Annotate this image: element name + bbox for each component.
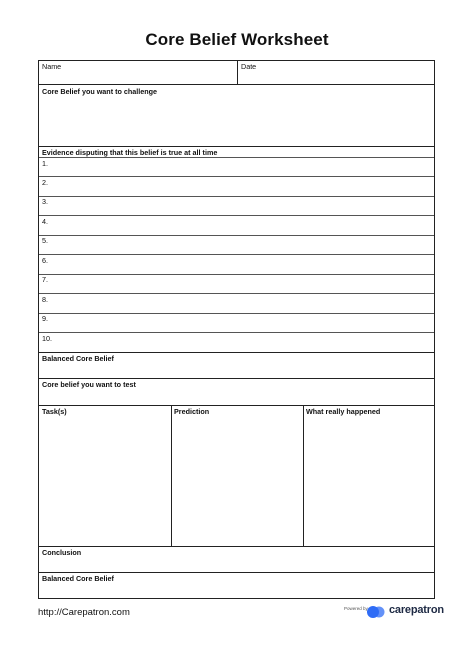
column-divider <box>171 405 172 546</box>
evidence-item: 7. <box>42 275 48 284</box>
divider <box>39 352 434 353</box>
evidence-item: 4. <box>42 217 48 226</box>
divider <box>39 378 434 379</box>
divider <box>39 157 434 158</box>
conclusion-label: Conclusion <box>42 548 82 557</box>
divider <box>39 332 434 333</box>
divider <box>39 405 434 406</box>
evidence-label: Evidence disputing that this belief is true at all time <box>42 148 218 157</box>
date-label: Date <box>241 62 257 71</box>
divider <box>39 572 434 573</box>
divider <box>39 235 434 236</box>
divider <box>39 176 434 177</box>
what-happened-label: What really happened <box>306 407 381 416</box>
divider <box>39 146 434 147</box>
divider <box>39 313 434 314</box>
divider <box>39 215 434 216</box>
prediction-label: Prediction <box>174 407 210 416</box>
evidence-item: 1. <box>42 159 48 168</box>
divider <box>39 84 434 85</box>
evidence-item: 6. <box>42 256 48 265</box>
evidence-item: 3. <box>42 197 48 206</box>
divider <box>39 254 434 255</box>
evidence-item: 10. <box>42 334 52 343</box>
balanced-belief-label: Balanced Core Belief <box>42 354 114 363</box>
test-belief-label: Core belief you want to test <box>42 380 136 389</box>
carepatron-logo-icon <box>367 605 385 619</box>
carepatron-brand <box>341 601 444 627</box>
carepatron-wordmark: carepatron <box>389 604 444 616</box>
column-divider <box>303 405 304 546</box>
evidence-item: 2. <box>42 178 48 187</box>
evidence-item: 8. <box>42 295 48 304</box>
page-title: Core Belief Worksheet <box>145 30 329 49</box>
evidence-item: 5. <box>42 236 48 245</box>
name-label: Name <box>42 62 62 71</box>
balanced-belief-label-2: Balanced Core Belief <box>42 574 114 583</box>
evidence-item: 9. <box>42 314 48 323</box>
tasks-label: Task(s) <box>42 407 67 416</box>
divider <box>39 293 434 294</box>
footer-link[interactable]: http://Carepatron.com <box>38 607 130 618</box>
divider <box>39 274 434 275</box>
divider <box>39 196 434 197</box>
name-date-divider <box>237 61 238 84</box>
powered-by-label: Powered by <box>344 606 368 611</box>
divider <box>39 546 434 547</box>
challenge-label: Core Belief you want to challenge <box>42 87 158 96</box>
worksheet-form <box>38 60 435 599</box>
